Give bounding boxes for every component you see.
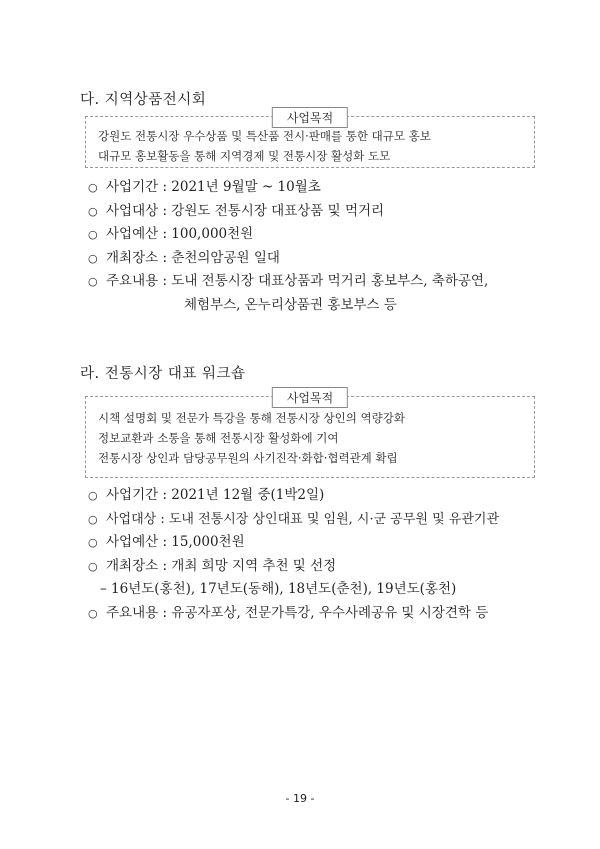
item-text: 주요내용 : 도내 전통시장 대표상품과 먹거리 홍보부스, 축하공연, bbox=[106, 273, 489, 289]
circle-bullet-icon: ○ bbox=[88, 536, 98, 549]
item-continuation: 체험부스, 온누리상품권 홍보부스 등 bbox=[184, 296, 397, 313]
purpose-label: 사업목적 bbox=[272, 107, 348, 128]
list-item bbox=[88, 531, 558, 555]
item-text: 사업대상 : 강원도 전통시장 대표상품 및 먹거리 bbox=[106, 202, 385, 219]
list-item bbox=[88, 200, 558, 224]
item-list-workshop bbox=[88, 484, 558, 625]
list-item bbox=[88, 270, 558, 294]
purpose-box-workshop bbox=[85, 391, 535, 478]
circle-bullet-icon: ○ bbox=[88, 606, 98, 620]
list-item bbox=[88, 602, 558, 626]
purpose-line: 시책 설명회 및 전문가 특강을 통해 전통시장 상인의 역량강화 bbox=[98, 411, 405, 425]
purpose-line: 정보교환과 소통을 통해 전통시장 활성화에 기여 bbox=[98, 431, 339, 445]
circle-bullet-icon: ○ bbox=[88, 181, 98, 194]
purpose-lines bbox=[98, 126, 526, 166]
item-text: 사업기간 : 2021년 9월말 ~ 10월초 bbox=[106, 179, 321, 195]
circle-bullet-icon: ○ bbox=[88, 512, 98, 526]
purpose-lines bbox=[98, 408, 526, 468]
item-sub-dash: – 16년도(홍천), 17년도(동해), 18년도(춘천), 19년도(홍천) bbox=[100, 581, 457, 597]
page-number: - 19 - bbox=[285, 792, 315, 805]
circle-bullet-icon: ○ bbox=[88, 228, 98, 241]
purpose-line: 전통시장 상인과 담당공무원의 사기진작·화합·협력관계 확립 bbox=[98, 451, 398, 465]
purpose-label: 사업목적 bbox=[272, 387, 348, 408]
circle-bullet-icon: ○ bbox=[88, 559, 98, 573]
item-text: 주요내용 : 유공자포상, 전문가특강, 우수사례공유 및 시장견학 등 bbox=[106, 604, 489, 621]
list-item bbox=[88, 508, 558, 532]
item-text: 사업기간 : 2021년 12월 중(1박2일) bbox=[106, 487, 325, 503]
item-text: 개최장소 : 춘천의암공원 일대 bbox=[106, 249, 280, 266]
list-item bbox=[88, 484, 558, 508]
item-list-exhibition bbox=[88, 176, 558, 317]
section-title-exhibition: 다. 지역상품전시회 bbox=[80, 92, 207, 108]
section-title-workshop: 라. 전통시장 대표 워크숍 bbox=[80, 366, 246, 382]
purpose-box-exhibition bbox=[85, 111, 535, 168]
purpose-line: 강원도 전통시장 우수상품 및 특산품 전시·판매를 통한 대규모 홍보 bbox=[98, 129, 431, 143]
list-item bbox=[88, 555, 558, 579]
circle-bullet-icon: ○ bbox=[88, 489, 98, 502]
circle-bullet-icon: ○ bbox=[88, 275, 98, 288]
item-text: 사업예산 : 15,000천원 bbox=[106, 534, 245, 550]
circle-bullet-icon: ○ bbox=[88, 251, 98, 265]
item-text: 사업예산 : 100,000천원 bbox=[106, 226, 254, 242]
purpose-line: 대규모 홍보활동을 통해 지역경제 및 전통시장 활성화 도모 bbox=[98, 149, 391, 163]
list-item bbox=[88, 223, 558, 247]
item-text: 개최장소 : 개최 희망 지역 추천 및 선정 bbox=[106, 557, 337, 574]
list-item bbox=[88, 247, 558, 271]
item-text: 사업대상 : 도내 전통시장 상인대표 및 임원, 시·군 공무원 및 유관기관 bbox=[106, 511, 500, 527]
list-item bbox=[88, 176, 558, 200]
circle-bullet-icon: ○ bbox=[88, 204, 98, 218]
